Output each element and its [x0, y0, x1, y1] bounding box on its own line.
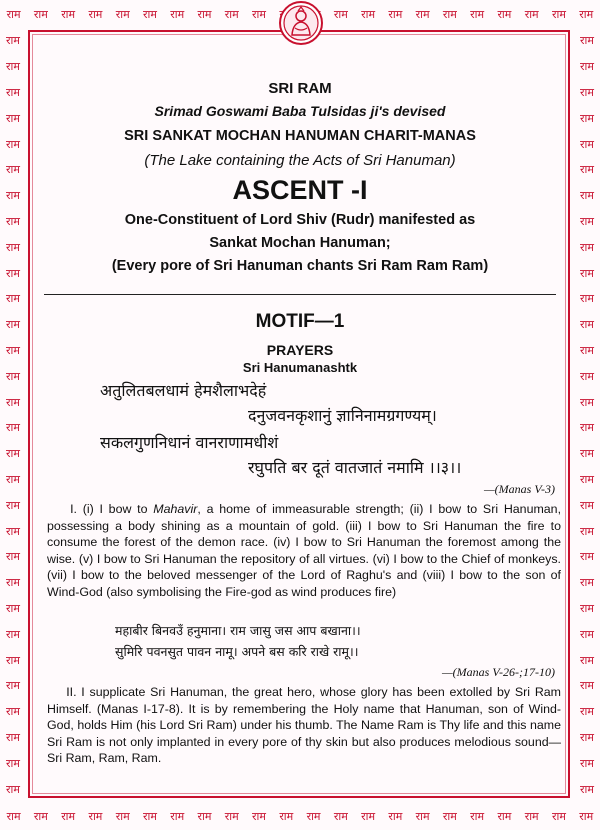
border-ram-word: राम [580, 137, 594, 151]
border-ram-word: राम [6, 679, 20, 693]
border-ram-word: राम [252, 7, 266, 21]
border-ram-word: राम [580, 34, 594, 48]
border-ram-word: राम [470, 7, 485, 21]
border-ram-word: राम [580, 85, 594, 99]
title-block [40, 50, 560, 274]
border-ram-word: राम [415, 7, 430, 21]
border-ram-word: राम [551, 7, 566, 21]
border-ram-word: राम [580, 627, 594, 641]
border-ram-word: राम [6, 163, 20, 177]
border-ram-word: राम [6, 395, 20, 409]
border-ram-word: राम [580, 60, 594, 74]
paragraph-1: I. (i) I bow to Mahavir, a home of immeasurable strength; (ii) I bow to Sri Hanuman, possessing a body shining as a mountain of gold. (iii) I bow to Sri Hanuman the fire to consume the forest of the demon race. (iv) I bow to Sri Hanuman the foremost among the wise. (v) I bow to Sri Hanuman the repository of all virtues. (vi) I bow to the Chief of monkeys. (vii) I bow to the beloved messenger of the Lord of Raghu's and (viii) I bow to the son of Wind-God (also symbolising the Fire-god as wind produces fire) [47, 502, 562, 599]
right-border [574, 28, 600, 802]
border-ram-word: राम [88, 809, 103, 823]
border-ram-word: राम [170, 7, 185, 21]
left-border [0, 28, 26, 802]
border-ram-word: राम [6, 85, 20, 99]
verse1-line1: अतुलितबलधामं हेमशैलाभदेहं [100, 381, 267, 400]
border-ram-word: राम [6, 524, 20, 538]
border-ram-word: राम [6, 292, 20, 306]
border-ram-word: राम [115, 809, 130, 823]
border-ram-word: राम [580, 163, 594, 177]
verse2-line2: सुमिरि पवनसुत पावन नामू। अपने बस करि राखे रामू।। [115, 644, 359, 659]
verse1-line3: सकलगुणनिधानं वानराणामधीशं [100, 433, 279, 452]
border-ram-word: राम [170, 809, 185, 823]
motif-heading: MOTIF—1 [255, 311, 345, 332]
border-ram-word: राम [6, 7, 21, 21]
border-ram-word: राम [580, 601, 594, 615]
border-ram-word: राम [580, 240, 594, 254]
border-ram-word: राम [580, 679, 594, 693]
border-ram-word: राम [6, 60, 20, 74]
ascent-subtitle-1: One-Constituent of Lord Shiv (Rudr) manifested as [124, 212, 476, 228]
border-ram-word: राम [580, 214, 594, 228]
book-title: SRI SANKAT MOCHAN HANUMAN CHARIT-MANAS [124, 128, 476, 144]
border-ram-word: राम [6, 809, 21, 823]
border-ram-word: राम [6, 756, 20, 770]
border-ram-word: राम [6, 730, 20, 744]
border-ram-word: राम [6, 111, 20, 125]
border-ram-word: राम [580, 189, 594, 203]
border-ram-word: राम [33, 7, 48, 21]
border-ram-word: राम [115, 7, 130, 21]
border-ram-word: राम [6, 705, 20, 719]
border-ram-word: राम [142, 809, 157, 823]
prayers-heading: PRAYERS [266, 342, 334, 358]
border-ram-word: राम [6, 240, 20, 254]
border-ram-word: राम [580, 266, 594, 280]
border-ram-word: राम [388, 7, 403, 21]
border-ram-word: राम [470, 809, 485, 823]
border-ram-word: राम [142, 7, 157, 21]
border-ram-word: राम [524, 809, 539, 823]
border-ram-word: राम [6, 214, 20, 228]
border-ram-word: राम [361, 7, 376, 21]
sri-ram-heading: SRI RAM [268, 80, 332, 97]
border-ram-word: राम [580, 111, 594, 125]
border-ram-word: राम [580, 550, 594, 564]
border-ram-word: राम [252, 809, 266, 823]
verse1-line4: रघुपति बर दूतं वातजातं नमामि ।।३।। [248, 458, 462, 477]
border-ram-word: राम [579, 809, 594, 823]
border-ram-word: राम [6, 318, 20, 332]
border-ram-word: राम [580, 756, 594, 770]
border-ram-word: राम [580, 576, 594, 590]
verse1-reference: —(Manas V-3) [484, 482, 555, 496]
ascent-heading: ASCENT -I [232, 175, 368, 205]
border-ram-word: राम [497, 809, 512, 823]
border-ram-word: राम [6, 137, 20, 151]
border-ram-word: राम [6, 421, 20, 435]
border-ram-word: राम [580, 653, 594, 667]
section-divider [44, 294, 556, 295]
border-ram-word: राम [580, 730, 594, 744]
border-ram-word: राम [580, 472, 594, 486]
paragraph-2: II. I supplicate Sri Hanuman, the great hero, whose glory has been extolled by Sri Ram Himself. (Manas I-17-8). It is by remembering the Holy name that Hanuman, son of Wind-God, holds Him (his Lord Sri Ram) under his thumb. The Name Ram is Thy life and this name Sri Ram is not only implanted in every pore of thy skin but also produces melodious sound—Sri Ram, Ram, Ram. [47, 685, 561, 766]
border-ram-word: राम [61, 7, 76, 21]
border-ram-word: राम [6, 576, 20, 590]
book-subtitle: (The Lake containing the Acts of Sri Hanuman) [144, 152, 456, 169]
border-ram-word: राम [442, 809, 457, 823]
border-ram-word: राम [524, 7, 539, 21]
border-ram-word: राम [579, 7, 594, 21]
border-ram-word: राम [279, 809, 294, 823]
border-ram-word: राम [197, 809, 212, 823]
border-ram-word: राम [580, 447, 594, 461]
border-ram-word: राम [6, 627, 20, 641]
border-ram-word: राम [580, 498, 594, 512]
border-ram-word: राम [580, 343, 594, 357]
border-ram-word: राम [6, 498, 20, 512]
border-ram-word: राम [6, 343, 20, 357]
border-ram-word: राम [361, 809, 376, 823]
verse2-line1: महाबीर बिनवउँ हनुमाना। राम जासु जस आप बखाना।। [115, 623, 361, 638]
ascent-subtitle-2: Sankat Mochan Hanuman; [209, 235, 391, 251]
ascent-subtitle-3: (Every pore of Sri Hanuman chants Sri Ram Ram Ram) [111, 258, 489, 274]
border-ram-word: राम [333, 809, 348, 823]
border-ram-word: राम [580, 421, 594, 435]
border-ram-word: राम [61, 809, 76, 823]
border-ram-word: राम [6, 369, 20, 383]
border-ram-word: राम [6, 266, 20, 280]
border-ram-word: राम [224, 809, 239, 823]
border-ram-word: राम [442, 7, 457, 21]
border-ram-word: राम [197, 7, 212, 21]
border-ram-word: राम [580, 369, 594, 383]
border-ram-word: राम [6, 782, 20, 796]
border-ram-word: राम [580, 395, 594, 409]
border-ram-word: राम [306, 809, 321, 823]
border-ram-word: राम [6, 472, 20, 486]
border-ram-word: राम [6, 189, 20, 203]
border-ram-word: राम [33, 809, 48, 823]
bottom-border [0, 802, 600, 830]
border-ram-word: राम [580, 782, 594, 796]
verse1-line2: दनुजवनकृशानुं ज्ञानिनामग्रगण्यम्। [248, 406, 437, 425]
border-ram-word: राम [88, 7, 103, 21]
border-ram-word: राम [6, 653, 20, 667]
border-ram-word: राम [6, 34, 20, 48]
border-ram-word: राम [6, 447, 20, 461]
verse2-reference: —(Manas V-26-;17-10) [442, 665, 555, 679]
border-ram-word: राम [333, 7, 348, 21]
border-ram-word: राम [580, 318, 594, 332]
hanuman-emblem-icon [279, 1, 323, 45]
border-ram-word: राम [6, 550, 20, 564]
border-ram-word: राम [551, 809, 566, 823]
border-ram-word: राम [6, 601, 20, 615]
border-ram-word: राम [224, 7, 239, 21]
border-ram-word: राम [580, 705, 594, 719]
border-ram-word: राम [580, 524, 594, 538]
border-ram-word: राम [580, 292, 594, 306]
border-ram-word: राम [497, 7, 512, 21]
hanumanashtk-heading: Sri Hanumanashtk [242, 360, 358, 375]
border-ram-word: राम [388, 809, 403, 823]
border-ram-word: राम [415, 809, 430, 823]
author-line: Srimad Goswami Baba Tulsidas ji's devised [154, 103, 446, 119]
